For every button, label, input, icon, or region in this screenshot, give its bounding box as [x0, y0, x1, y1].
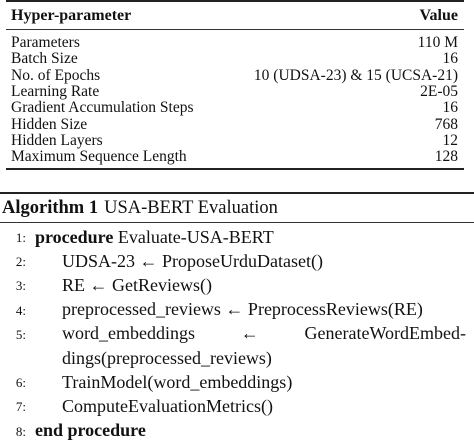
algorithm-title: USA-BERT Evaluation [104, 197, 278, 218]
param-name: Batch Size [11, 50, 78, 68]
table-row-epochs [11, 68, 458, 84]
algorithm-line [0, 249, 474, 273]
line-text: dings(preprocessed_reviews) [62, 347, 272, 368]
param-name: Hidden Layers [11, 131, 103, 149]
line-number: 5: [15, 326, 26, 342]
procedure-name: Evaluate-USA-BERT [117, 226, 274, 247]
algorithm-number: Algorithm 1 [2, 197, 99, 218]
hyperparameter-table [6, 0, 464, 170]
param-value: 16 [442, 99, 458, 117]
table-row-hidden-layers [11, 133, 458, 149]
algorithm-line [0, 370, 474, 394]
algorithm-line [0, 322, 474, 346]
algorithm-line [0, 273, 474, 297]
end-procedure-keyword: end procedure [35, 420, 146, 441]
param-value: 768 [434, 115, 458, 133]
algorithm-line [0, 225, 474, 249]
param-value: 16 [442, 50, 458, 68]
param-value: 110 M [417, 34, 458, 52]
line-text: ComputeEvaluationMetrics() [62, 395, 273, 416]
assign-arrow: ← [240, 323, 259, 344]
param-name: No. of Epochs [11, 66, 101, 84]
algorithm-caption [0, 194, 474, 222]
algorithm-line [0, 419, 474, 443]
procedure-keyword: procedure [35, 226, 114, 247]
line-content [35, 227, 466, 248]
line-text: TrainModel(word_embeddings) [62, 371, 293, 392]
line-right-text: GenerateWordEmbed- [304, 323, 466, 344]
algorithm-line [0, 394, 474, 418]
line-content [35, 420, 466, 441]
line-number: 6: [15, 375, 26, 391]
param-name: Hidden Size [11, 115, 88, 133]
table-header-row [6, 2, 464, 29]
algorithm-line-continuation [0, 346, 474, 370]
table-row-max-seq-length [11, 149, 458, 165]
line-number: 7: [15, 399, 26, 415]
line-text: preprocessed_reviews ← PreprocessReviews(RE) [62, 299, 423, 320]
line-content [62, 323, 466, 344]
line-number: 1: [15, 230, 26, 245]
algorithm-lines [0, 223, 474, 443]
line-number: 8: [15, 423, 26, 439]
table-row-parameters [11, 35, 458, 51]
table-row-batch-size [11, 51, 458, 67]
header-hyper-parameter: Hyper-parameter [11, 6, 132, 24]
table-body [6, 30, 464, 168]
algorithm-line [0, 298, 474, 322]
param-value: 128 [434, 148, 458, 166]
param-name: Maximum Sequence Length [11, 148, 187, 166]
line-left-text: word_embeddings [62, 323, 195, 344]
line-number: 2: [15, 254, 26, 270]
param-name: Parameters [11, 34, 80, 52]
table-bottom-rule [6, 168, 464, 170]
param-name: Gradient Accumulation Steps [11, 99, 194, 117]
line-number: 4: [15, 302, 26, 318]
table-row-gradient-accumulation [11, 100, 458, 116]
algorithm-block [0, 192, 474, 443]
param-value: 12 [442, 131, 458, 149]
table-row-learning-rate [11, 84, 458, 100]
line-number: 3: [15, 278, 26, 294]
line-text: RE ← GetReviews() [62, 274, 212, 295]
table-row-hidden-size [11, 116, 458, 132]
param-name: Learning Rate [11, 83, 100, 101]
header-value: Value [419, 6, 458, 24]
param-value: 10 (UDSA-23) & 15 (UCSA-21) [253, 66, 458, 84]
param-value: 2E-05 [420, 83, 458, 101]
line-text: UDSA-23 ← ProposeUrduDataset() [62, 250, 323, 271]
